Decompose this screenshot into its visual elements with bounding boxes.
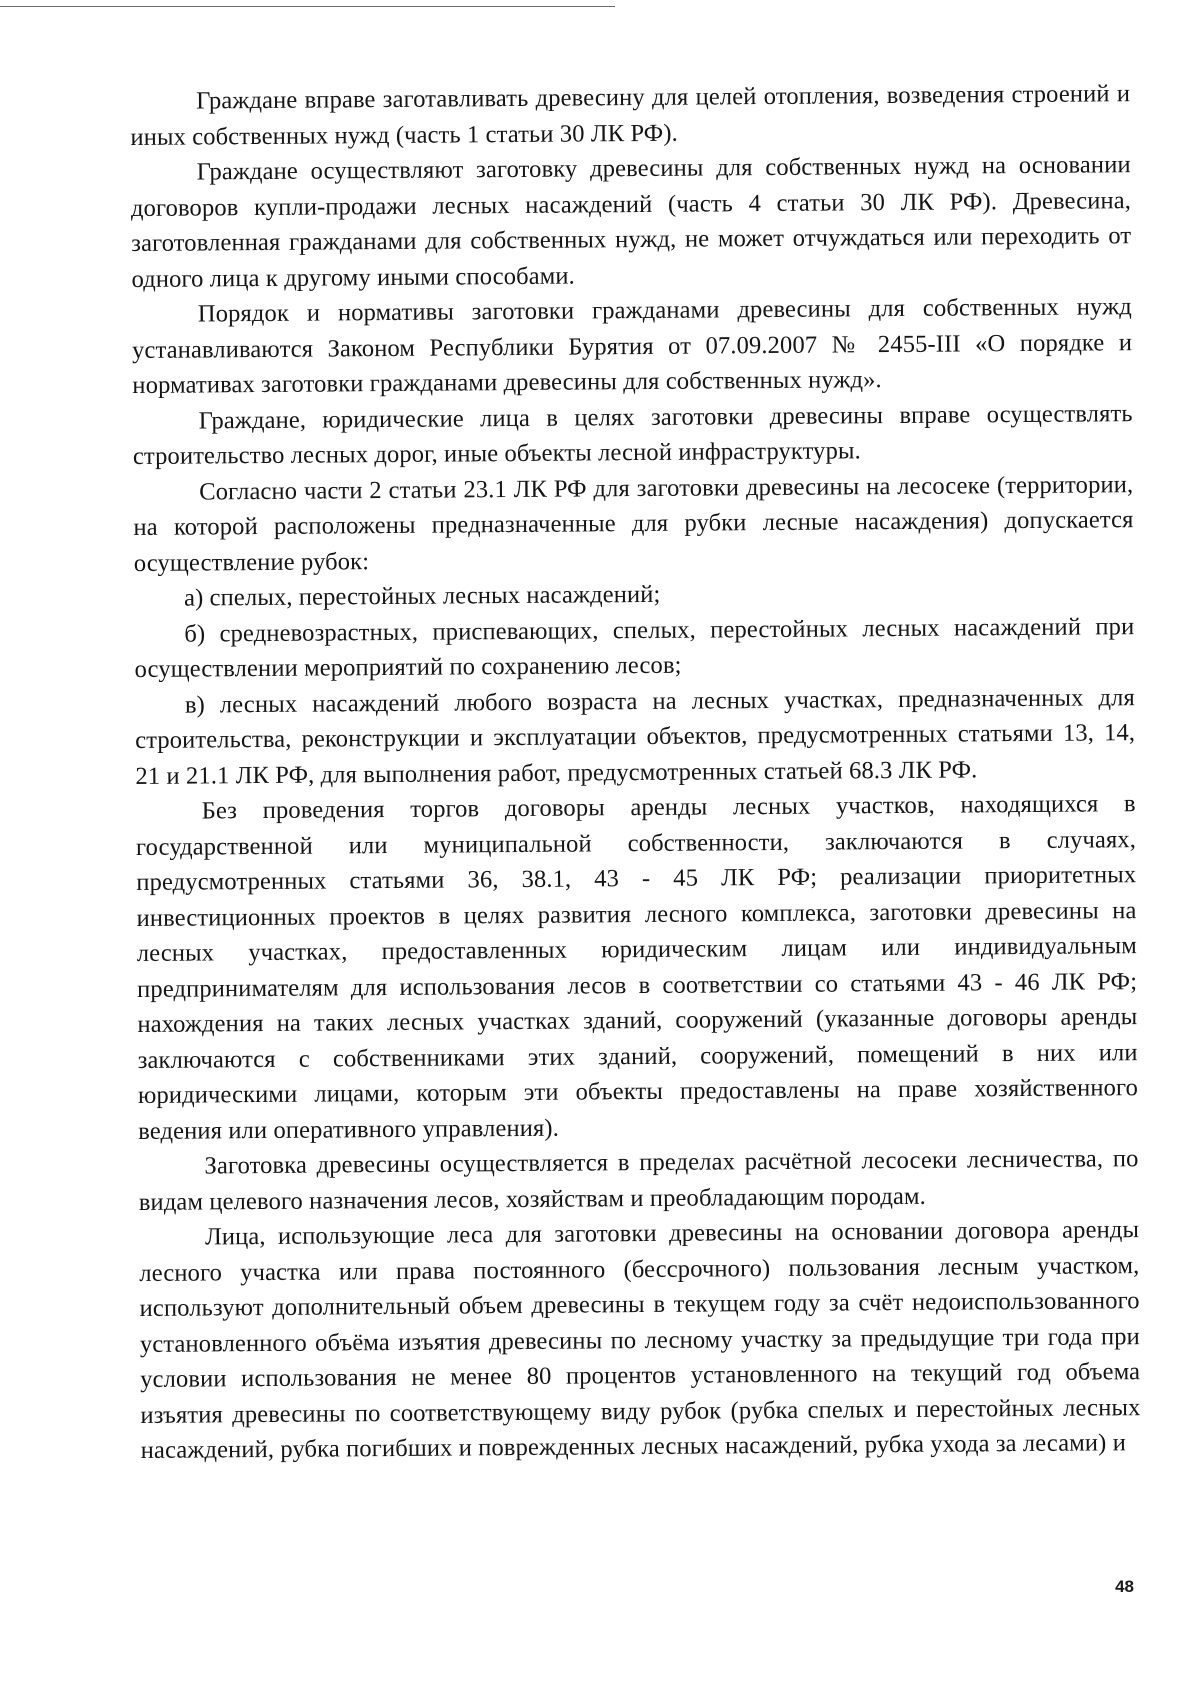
paragraph-citizens-right: Граждане вправе заготавливать древесину для целей отопления, возведения строений и иных собственных нужд (часть 1 статьи 30 ЛК РФ). <box>130 80 1131 151</box>
paragraph-buryatia-law: Порядок и нормативы заготовки гражданами древесины для собственных нужд устанавливаются Законом Республики Бурятия от 07.09.2007 № 2455-III «О порядке и нормативах заготовки гражданами древесины для собственных нужд». <box>131 293 1133 399</box>
document-page <box>130 76 1141 1468</box>
list-item-c: в) лесных насаждений любого возраста на лесных участках, предназначенных для строительства, реконструкции и эксплуатации объектов, предусмотренных статьями 13, 14, 21 и 21.1 ЛК РФ, для выполнения работ, предусмотренных статьей 68.3 ЛК РФ. <box>135 683 1136 790</box>
list-item-b: б) средневозрастных, приспевающих, спелых, перестойных лесных насаждений при осуществлении мероприятий по сохранению лесов; <box>134 612 1135 683</box>
paragraph-logging-types-intro: Согласно части 2 статьи 23.1 ЛК РФ для заготовки древесины на лесосеке (территории, на которой расположены предназначенные для рубки лесные насаждения) допускается осуществление рубок: <box>133 470 1134 577</box>
list-item-a: а) спелых, перестойных лесных насаждений; <box>183 580 661 612</box>
scan-edge-line <box>0 6 615 7</box>
paragraph-allowable-cut: Заготовка древесины осуществляется в пределах расчётной лесосеки лесничества, по видам целевого назначения лесов, хозяйствам и преобладающим породам. <box>138 1145 1139 1216</box>
paragraph-purchase-contracts: Граждане осуществляют заготовку древесины для собственных нужд на основании договоров купли-продажи лесных насаждений (часть 4 статьи 30 ЛК РФ). Древесина, заготовленная гражданами для собственных нужд, не может отчуждаться или переходить от одного лица к другому иными способами. <box>130 151 1132 293</box>
paragraph-additional-volume: Лица, использующие леса для заготовки древесины на основании договора аренды лесного участка или права постоянного (бессрочного) пользования лесным участком, используют дополнительный объем древесины в текущем году за счёт недоиспользованного установленного объёма изъятия древесины по лесному участку за предыдущие три года при условии использования не менее 80 процентов установленного на текущий год объема изъятия древесины по соответствующему виду рубок (рубка спелых и перестойных лесных насаждений, рубка погибших и поврежденных лесных насаждений, рубка ухода за лесами) и <box>139 1216 1141 1464</box>
paragraph-forest-infrastructure: Граждане, юридические лица в целях заготовки древесины вправе осуществлять строительство лесных дорог, иные объекты лесной инфраструктуры. <box>132 399 1133 470</box>
paragraph-lease-without-auction: Без проведения торгов договоры аренды лесных участков, находящихся в государственной или муниципальной собственности, заключаются в случаях, предусмотренных статьями 36, 38.1, 43 - 45 ЛК РФ; реализации приоритетных инвестиционных проектов в целях развития лесного комплекса, заготовки древесины на лесных участках, предоставленных юридическим лицам или индивидуальным предпринимателям для использования лесов в соответствии со статьями 43 - 46 ЛК РФ; нахождения на таких лесных участках зданий, сооружений (указанные договоры аренды заключаются с собственниками этих зданий, сооружений, помещений в них или юридическими лицами, которым эти объекты предоставлены на праве хозяйственного ведения или оперативного управления). <box>135 790 1139 1145</box>
page-number: 48 <box>1115 1577 1134 1596</box>
